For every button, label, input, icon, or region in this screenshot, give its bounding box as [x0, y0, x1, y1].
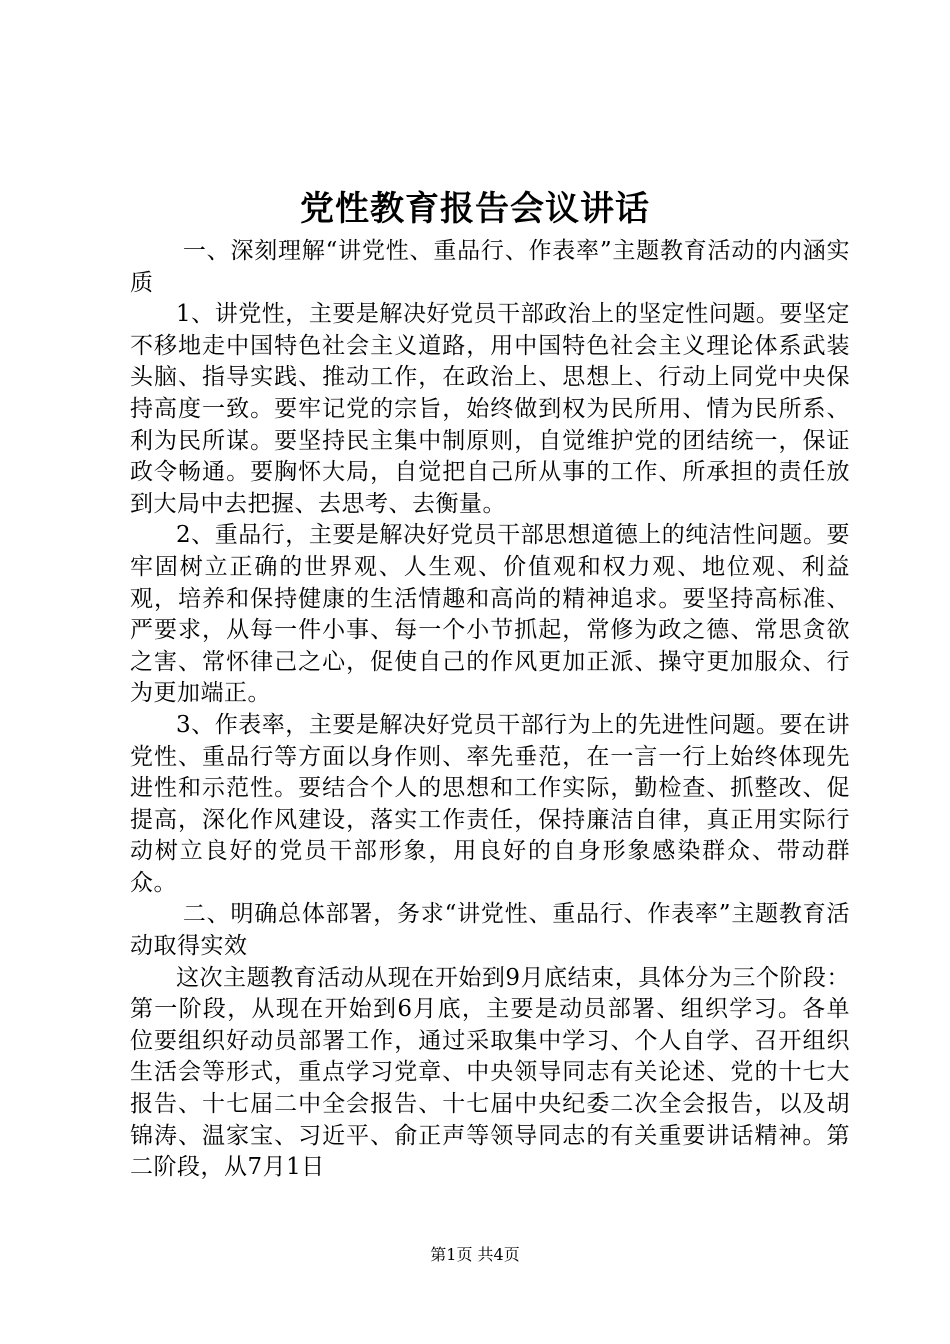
- section-heading-1: 一、深刻理解“讲党性、重品行、作表率”主题教育活动的内涵实质: [130, 238, 850, 296]
- document-body: [130, 236, 850, 1184]
- paragraph-biaolv: 3、作表率，主要是解决好党员干部行为上的先进性问题。要在讲党性、重品行等方面以身作则、率先垂范，在一言一行上始终体现先进性和示范性。要结合个人的思想和工作实际，勤检查、抓整改、促提高，深化作风建设，落实工作责任，保持廉洁自律，真正用实际行动树立良好的党员干部形象，用良好的自身形象感染群众、带动群众。: [130, 711, 850, 896]
- paragraph-dangxing: 1、讲党性，主要是解决好党员干部政治上的坚定性问题。要坚定不移地走中国特色社会主义道路，用中国特色社会主义理论体系武装头脑、指导实践、推动工作，在政治上、思想上、行动上同党中央保持高度一致。要牢记党的宗旨，始终做到权为民所用、情为民所系、利为民所谋。要坚持民主集中制原则，自觉维护党的团结统一，保证政令畅通。要胸怀大局，自觉把自己所从事的工作、所承担的责任放到大局中去把握、去思考、去衡量。: [130, 301, 850, 517]
- page-indicator: 第1页 共4页: [430, 1245, 520, 1264]
- document-title: 党性教育报告会议讲话: [300, 189, 650, 229]
- paragraph-pinxing: 2、重品行，主要是解决好党员干部思想道德上的纯洁性问题。要牢固树立正确的世界观、人生观、价值观和权力观、地位观、利益观，培养和保持健康的生活情趣和高尚的精神追求。要坚持高标准、严要求，从每一件小事、每一个小节抓起，常修为政之德、常思贪欲之害、常怀律己之心，促使自己的作风更加正派、操守更加服众、行为更加端正。: [130, 522, 850, 707]
- paragraph-stages: 这次主题教育活动从现在开始到9月底结束，具体分为三个阶段：第一阶段，从现在开始到6月底，主要是动员部署、组织学习。各单位要组织好动员部署工作，通过采取集中学习、个人自学、召开组织生活会等形式，重点学习党章、中央领导同志有关论述、党的十七大报告、十七届二中全会报告、十七届中央纪委二次全会报告，以及胡锦涛、温家宝、习近平、俞正声等领导同志的有关重要讲话精神。第二阶段，从7月1日: [130, 964, 850, 1181]
- section-heading-2: 二、明确总体部署，务求“讲党性、重品行、作表率”主题教育活动取得实效: [130, 901, 850, 960]
